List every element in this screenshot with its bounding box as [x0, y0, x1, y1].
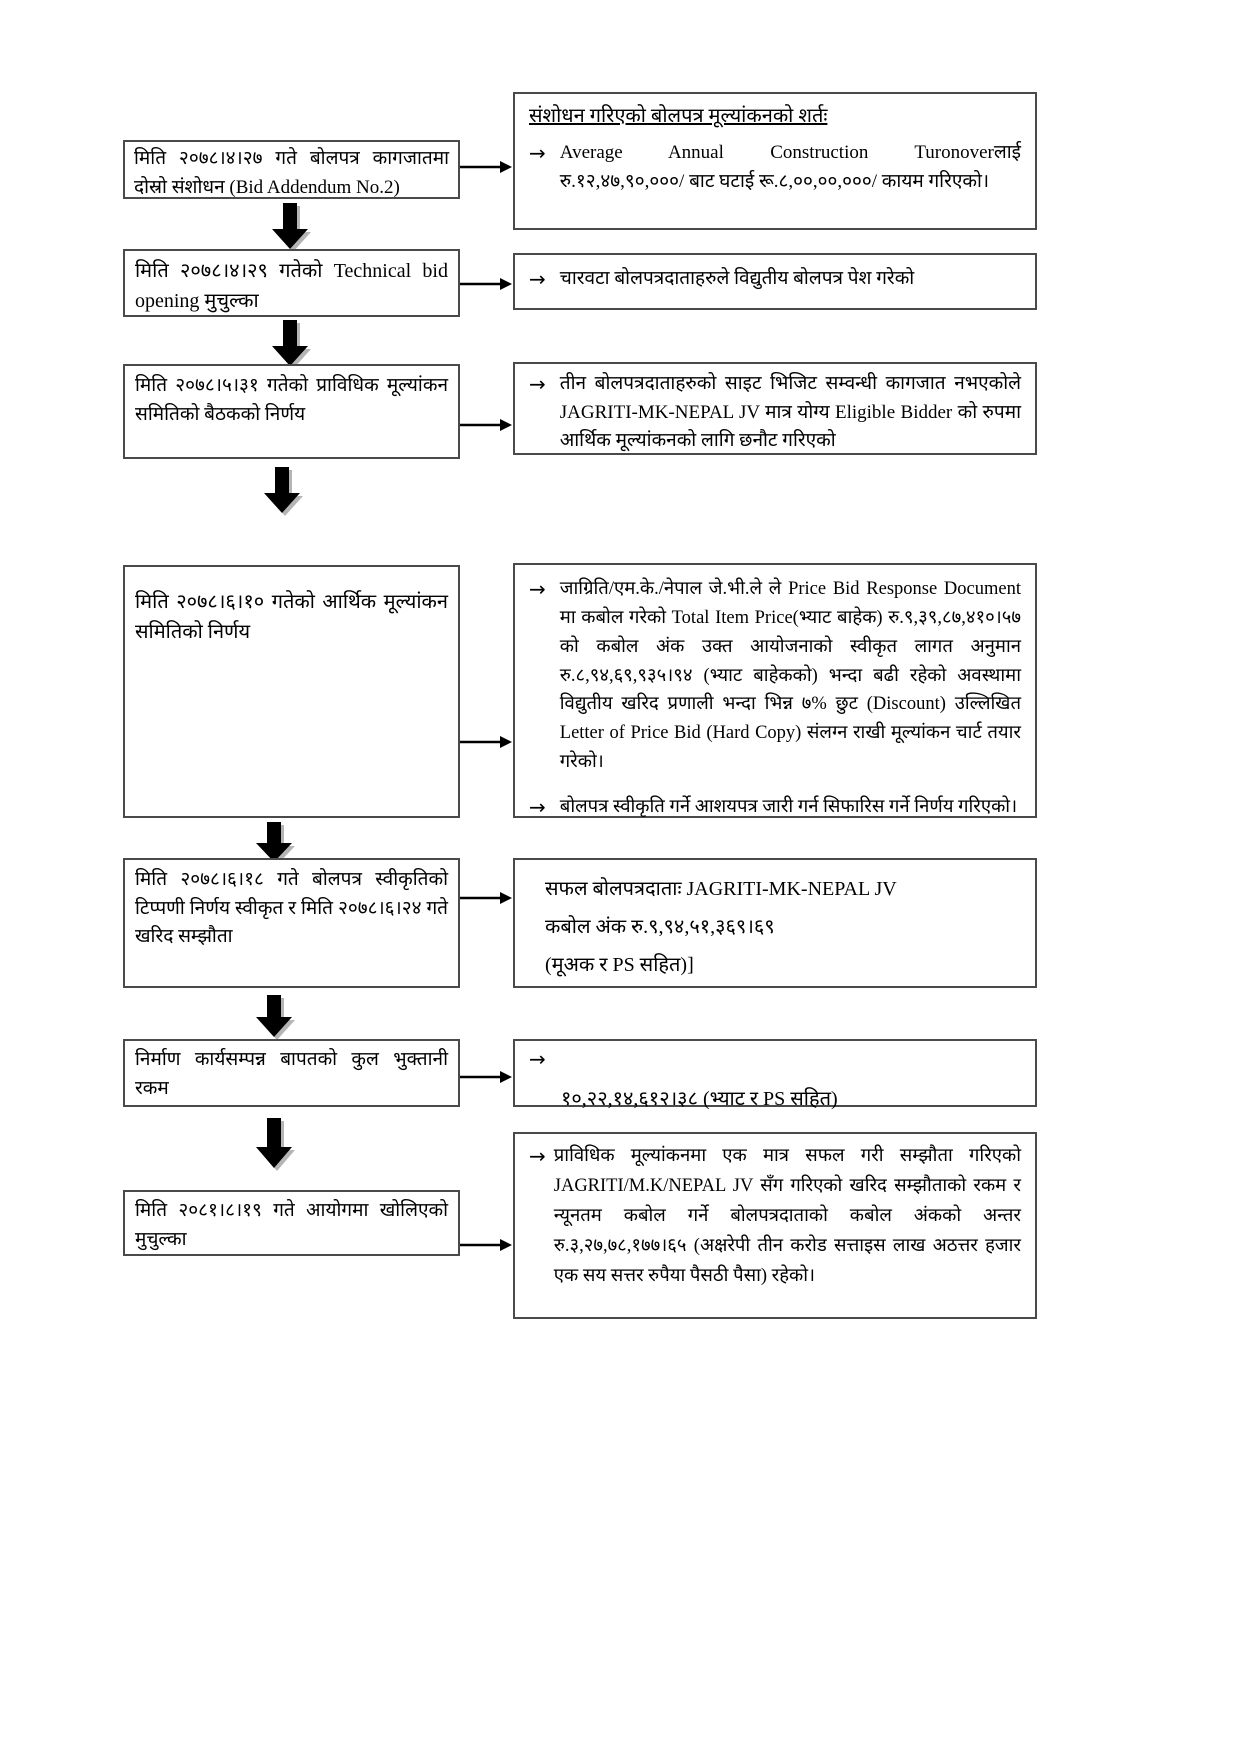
- box-four-bidders: [513, 253, 1037, 310]
- flow-arrow-icon: [460, 735, 512, 749]
- box-total-payment-amount: [513, 1039, 1037, 1110]
- box-second-amendment: [123, 140, 460, 199]
- box-technical-bid-opening-text: मिति २०७८।४।२९ गतेको Technical bid opening मुचुल्का: [135, 260, 448, 312]
- down-arrow-icon: [272, 203, 308, 249]
- box-four-bidders-text: चारवटा बोलपत्रदाताहरुले विद्युतीय बोलपत्र पेश गरेको: [559, 268, 915, 289]
- down-arrow-icon: [256, 822, 292, 862]
- box-price-bid-evaluation: [513, 563, 1037, 818]
- flow-arrow-icon: [460, 160, 512, 174]
- successful-bidder-name: सफल बोलपत्रदाताः JAGRITI-MK-NEPAL JV: [545, 878, 897, 900]
- down-arrow-icon: [272, 320, 308, 366]
- box-amendment-conditions: [513, 92, 1037, 230]
- box-total-payment: [123, 1039, 460, 1107]
- box-successful-bidder: [513, 858, 1037, 988]
- box-eligible-bidder-selection: [513, 362, 1037, 455]
- bullet-arrow-icon: →: [529, 372, 546, 396]
- flow-arrow-icon: [460, 1070, 512, 1084]
- down-arrow-icon: [256, 995, 292, 1037]
- flow-arrow-icon: [460, 1238, 512, 1252]
- box-bid-difference-text: प्राविधिक मूल्यांकनमा एक मात्र सफल गरी सम्झौता गरिएको JAGRITI/M.K/NEPAL JV सँग गरिएको खरिद सम्झौताको रकम र न्यूनतम कबोल गर्ने बोलपत्रदाताको कबोल अंकको अन्तर रु.३,२७,७८,१७७।६५ (अक्षरेपी तीन करोड सत्ताइस लाख अठत्तर हजार एक सय सत्तर रुपैया पैसठी पैसा) रहेको।: [553, 1146, 1021, 1286]
- box-second-amendment-text: मिति २०७८।४।२७ गते बोलपत्र कागजातमा दोस्रो संशोधन (Bid Addendum No.2): [134, 148, 449, 198]
- box-financial-evaluation-decision-text: मिति २०७८।६।१० गतेको आर्थिक मूल्यांकन समितिको निर्णय: [135, 591, 448, 643]
- box-technical-evaluation-decision: [123, 364, 460, 459]
- down-arrow-icon: [256, 1118, 292, 1168]
- bullet-arrow-icon: →: [529, 577, 546, 601]
- amendment-conditions-text: Average Annual Construction Turonoverलाई रु.१२,४७,९०,०००/ बाट घटाई रू.८,००,००,०००/ कायम गरिएको।: [559, 142, 1021, 192]
- box-bid-acceptance-contract: [123, 858, 460, 988]
- flow-arrow-icon: [460, 891, 512, 905]
- box-technical-bid-opening: [123, 249, 460, 317]
- successful-bidder-amount: कबोल अंक रु.९,९४,५१,३६९।६९: [545, 916, 775, 938]
- price-bid-evaluation-text: जाग्रिति/एम.के./नेपाल जे.भी.ले ले Price Bid Response Document मा कबोल गरेको Total Item Price(भ्याट बाहेक) रु.९,३९,८७,४१०।५७ को कबोल अंक उक्त आयोजनाको स्वीकृत लागत अनुमान रु.८,९४,६९,९३५।९४ (भ्याट बाहेकको) भन्दा बढी रहेको अवस्थामा विद्युतीय खरिद प्रणाली भन्दा भिन्न ७% छुट (Discount) उल्लिखित Letter of Price Bid (Hard Copy) संलग्न राखी मूल्यांकन चार्ट तयार गरेको।: [559, 579, 1021, 773]
- bullet-arrow-icon: →: [529, 141, 546, 165]
- bullet-arrow-icon: →: [529, 795, 546, 820]
- bullet-arrow-icon: →: [529, 1144, 546, 1168]
- total-payment-amount-text: १०,२२,१४,६१२।३८ (भ्याट र PS सहित): [561, 1087, 838, 1110]
- amendment-conditions-title: संशोधन गरिएको बोलपत्र मूल्यांकनको शर्तः: [529, 105, 828, 127]
- flow-arrow-icon: [460, 418, 512, 432]
- box-bid-acceptance-contract-text: मिति २०७८।६।१८ गते बोलपत्र स्वीकृतिको टिप्पणी निर्णय स्वीकृत र मिति २०७८।६।२४ गते खरिद सम्झौता: [135, 869, 448, 947]
- flow-arrow-icon: [460, 277, 512, 291]
- down-arrow-icon: [264, 467, 300, 513]
- letter-of-intent-text: बोलपत्र स्वीकृति गर्ने आशयपत्र जारी गर्न सिफारिस गर्ने निर्णय गरिएको।: [559, 797, 1018, 818]
- box-commission-muchulka: [123, 1190, 460, 1256]
- box-financial-evaluation-decision: [123, 565, 460, 818]
- box-bid-difference: [513, 1132, 1037, 1319]
- box-technical-evaluation-decision-text: मिति २०७८।५।३१ गतेको प्राविधिक मूल्यांकन समितिको बैठकको निर्णय: [135, 375, 448, 425]
- box-total-payment-text: निर्माण कार्यसम्पन्न बापतको कुल भुक्तानी रकम: [135, 1049, 448, 1099]
- box-commission-muchulka-text: मिति २०८१।८।१९ गते आयोगमा खोलिएको मुचुल्का: [135, 1200, 448, 1250]
- successful-bidder-note: (मूअक र PS सहित)]: [545, 954, 694, 976]
- bullet-arrow-icon: →: [529, 267, 546, 291]
- box-eligible-bidder-selection-text: तीन बोलपत्रदाताहरुको साइट भिजिट सम्वन्धी कागजात नभएकोले JAGRITI-MK-NEPAL JV मात्र योग्य Eligible Bidder को रुपमा आर्थिक मूल्यांकनको लागि छनौट गरिएको: [559, 373, 1021, 451]
- bullet-arrow-icon: →: [529, 1047, 546, 1071]
